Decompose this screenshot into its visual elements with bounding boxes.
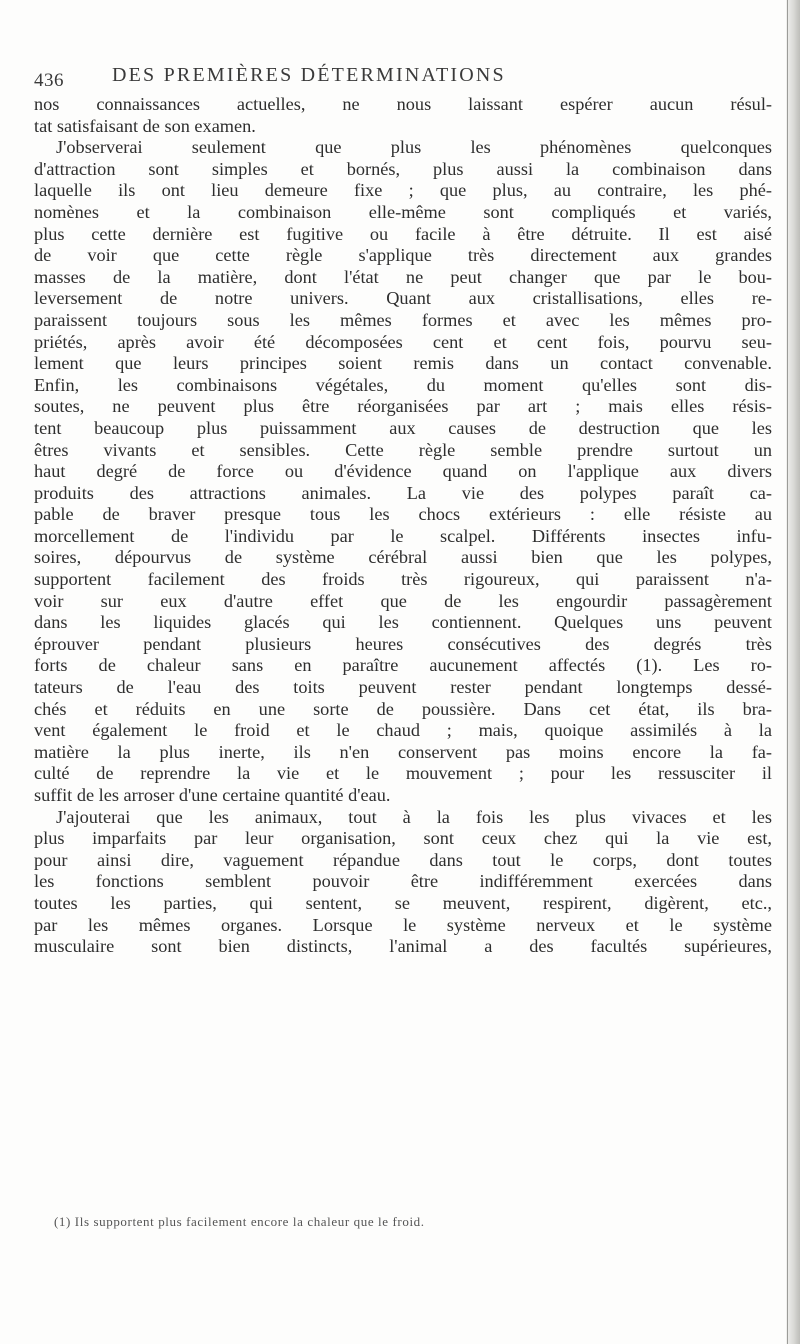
text-line: nos connaissances actuelles, ne nous laissant espérer aucun résul- — [34, 94, 772, 114]
text-line: soires, dépourvus de système cérébral aussi bien que les polypes, — [34, 547, 772, 568]
text-line: de voir que cette règle s'applique très directement aux grandes — [34, 245, 772, 266]
running-head: DES PREMIÈRES DÉTERMINATIONS — [112, 64, 506, 86]
text-line: plus cette dernière est fugitive ou facile à être détruite. Il est aisé — [34, 223, 772, 244]
text-line: pable de braver presque tous les chocs extérieurs : elle résiste au — [34, 504, 772, 525]
text-line: produits des attractions animales. La vie des polypes paraît ca- — [34, 482, 772, 503]
text-line: musculaire sont bien distincts, l'animal a des facultés supérieures, — [34, 936, 772, 957]
text-line: d'attraction sont simples et bornés, plus aussi la combinaison dans — [34, 158, 772, 179]
text-line: pour ainsi dire, vaguement répandue dans tout le corps, dont toutes — [34, 849, 772, 870]
text-line: forts de chaleur sans en paraître aucunement affectés (1). Les ro- — [34, 655, 772, 676]
text-line: priétés, après avoir été décomposées cent et cent fois, pourvu seu- — [34, 331, 772, 352]
text-line: masses de la matière, dont l'état ne peut changer que par le bou- — [34, 266, 772, 287]
page-header — [34, 64, 774, 92]
text-line: supportent facilement des froids très rigoureux, qui paraissent n'a- — [34, 569, 772, 590]
body-text — [34, 94, 772, 958]
text-line: plus imparfaits par leur organisation, sont ceux chez qui la vie est, — [34, 828, 772, 849]
text-line: laquelle ils ont lieu demeure fixe ; que plus, au contraire, les phé- — [34, 180, 772, 201]
text-line: culté de reprendre la vie et le mouvement ; pour les ressusciter il — [34, 763, 772, 784]
text-line: lement que leurs principes soient remis dans un contact convenable. — [34, 353, 772, 374]
text-line: J'ajouterai que les animaux, tout à la fois les plus vivaces et les — [56, 806, 772, 827]
page-number: 436 — [34, 70, 64, 91]
text-line: soutes, ne peuvent plus être réorganisées par art ; mais elles résis- — [34, 396, 772, 417]
text-line: matière la plus inerte, ils n'en conservent pas moins encore la fa- — [34, 741, 772, 762]
text-line: vent également le froid et le chaud ; mais, quoique assimilés à la — [34, 720, 772, 741]
text-line: suffit de les arroser d'une certaine quantité d'eau. — [34, 785, 391, 805]
text-line: les fonctions semblent pouvoir être indifféremment exercées dans — [34, 871, 772, 892]
text-line: tat satisfaisant de son examen. — [34, 115, 256, 136]
text-line: leversement de notre univers. Quant aux cristallisations, elles re- — [34, 288, 772, 309]
footnote: (1) Ils supportent plus facilement encore la chaleur que le froid. — [54, 1214, 425, 1229]
text-line: toutes les parties, qui sentent, se meuvent, respirent, digèrent, etc., — [34, 892, 772, 913]
text-line: nomènes et la combinaison elle-même sont compliqués et variés, — [34, 201, 772, 222]
text-line: paraissent toujours sous les mêmes formes et avec les mêmes pro- — [34, 309, 772, 330]
text-line: dans les liquides glacés qui les contiennent. Quelques uns peuvent — [34, 612, 772, 633]
text-line: éprouver pendant plusieurs heures consécutives des degrés très — [34, 633, 772, 654]
text-line: tent beaucoup plus puissamment aux causes de destruction que les — [34, 417, 772, 438]
text-line: tateurs de l'eau des toits peuvent rester pendant longtemps dessé- — [34, 677, 772, 698]
text-line: morcellement de l'individu par le scalpel. Différents insectes infu- — [34, 525, 772, 546]
text-line: chés et réduits en une sorte de poussière. Dans cet état, ils bra- — [34, 698, 772, 719]
page-edge-shadow — [786, 0, 800, 1344]
text-line: êtres vivants et sensibles. Cette règle semble prendre surtout un — [34, 439, 772, 460]
text-line: Enfin, les combinaisons végétales, du moment qu'elles sont dis- — [34, 374, 772, 395]
text-line: haut degré de force ou d'évidence quand on l'applique aux divers — [34, 461, 772, 482]
text-line: par les mêmes organes. Lorsque le système nerveux et le système — [34, 914, 772, 935]
text-line: J'observerai seulement que plus les phénomènes quelconques — [56, 137, 772, 158]
page-edge-line — [787, 0, 788, 1344]
text-line: voir sur eux d'autre effet que de les engourdir passagèrement — [34, 590, 772, 611]
